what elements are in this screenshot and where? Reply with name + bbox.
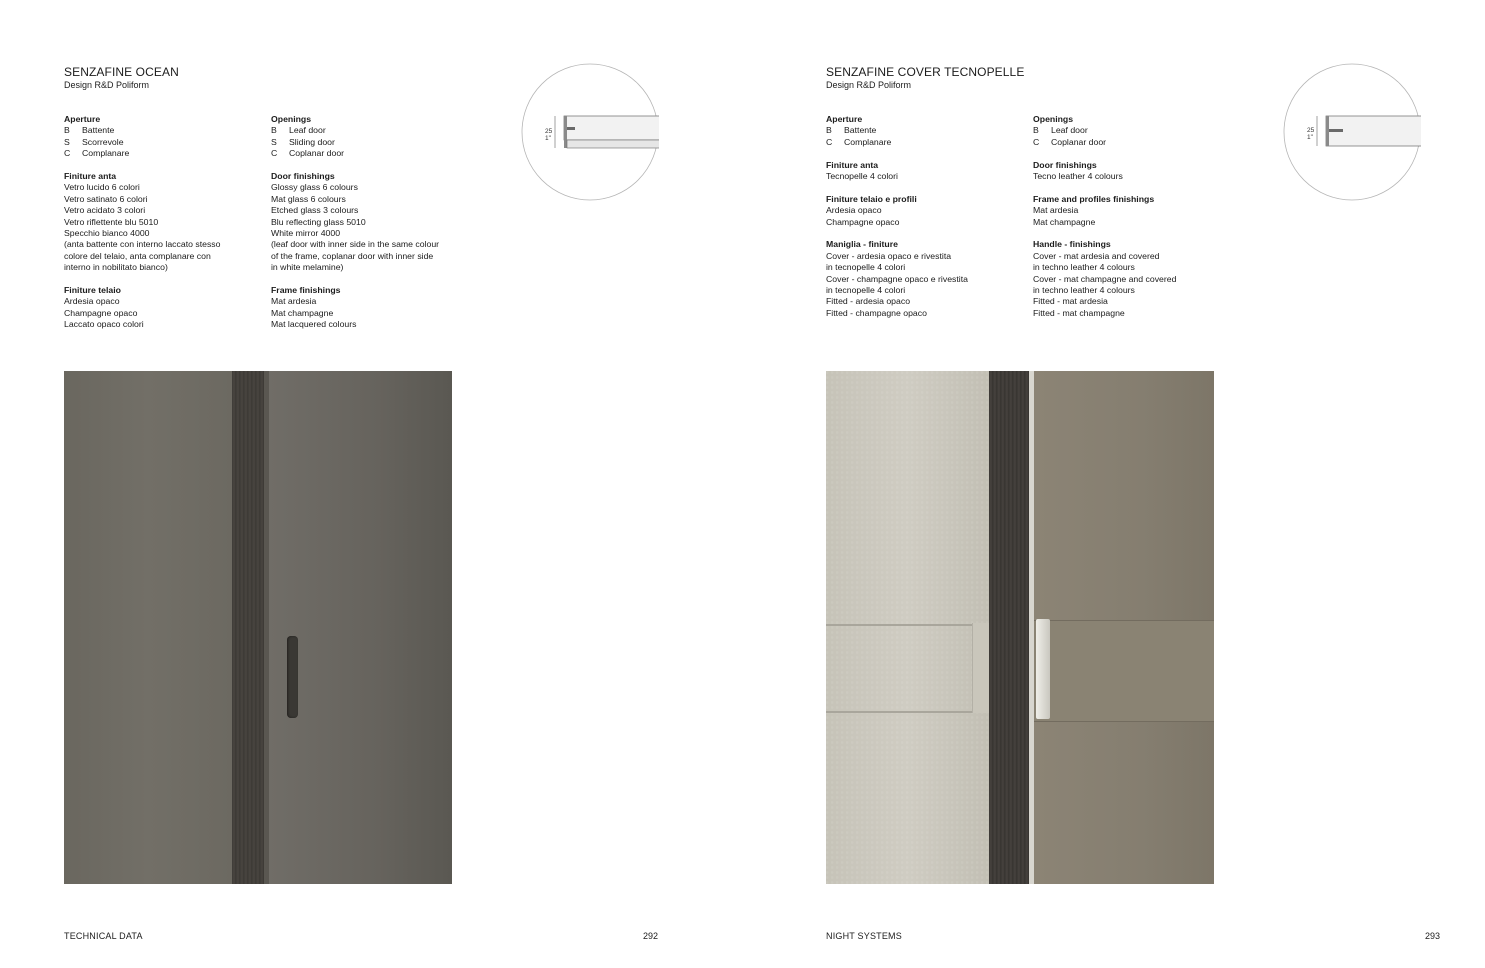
spec-line: Vetro acidato 3 colori xyxy=(64,205,146,216)
spec-line: of the frame, coplanar door with inner side xyxy=(271,250,434,261)
spec-line: Mat lacquered colours xyxy=(271,319,357,330)
section-heading: Finiture anta xyxy=(64,171,117,182)
spec-section-openings xyxy=(64,114,264,160)
spec-line: Etched glass 3 colours xyxy=(271,205,359,216)
opening-label: Leaf door xyxy=(1051,125,1088,136)
section-heading: Door finishings xyxy=(271,171,335,182)
profile-lip xyxy=(1329,129,1343,132)
spec-line: Ardesia opaco xyxy=(826,205,882,216)
section-heading: Aperture xyxy=(64,114,101,124)
section-heading: Frame and profiles finishings xyxy=(1033,193,1155,204)
section-heading: Finiture anta xyxy=(826,159,879,170)
section-footer-label: TECHNICAL DATA xyxy=(64,931,143,941)
profile-section-diagram xyxy=(1283,63,1421,201)
spec-line: in techno leather 4 colours xyxy=(1033,262,1135,273)
page-number: 293 xyxy=(1424,931,1440,941)
section-heading: Maniglia - finiture xyxy=(826,239,898,250)
spec-line: in tecnopelle 4 colori xyxy=(826,262,906,273)
right-page xyxy=(762,0,1485,968)
door-frame xyxy=(232,371,266,884)
opening-item xyxy=(1033,125,1233,136)
opening-label: Coplanar door xyxy=(1051,136,1107,147)
opening-code: S xyxy=(64,136,70,147)
spec-line: Champagne opaco xyxy=(64,307,138,318)
opening-label: Complanare xyxy=(844,136,892,147)
spec-section-frame-finishes xyxy=(64,285,264,331)
spec-line: (leaf door with inner side in the same colour xyxy=(271,239,440,250)
spec-line: Glossy glass 6 colours xyxy=(271,182,358,193)
spec-section-openings xyxy=(826,114,1026,148)
spec-section-frame-finishes xyxy=(271,285,471,331)
dimension-inch: 1" xyxy=(545,135,551,142)
opening-item xyxy=(271,125,471,136)
spec-line: Vetro riflettente blu 5010 xyxy=(64,216,159,227)
spec-line: in tecnopelle 4 colori xyxy=(826,285,906,296)
dimension-mm: 25 xyxy=(545,128,553,135)
opening-code: S xyxy=(271,136,277,147)
opening-code: B xyxy=(271,125,277,136)
spec-line: interno in nobilitato bianco) xyxy=(64,262,168,273)
spec-line: Cover - champagne opaco e rivestita xyxy=(826,273,968,284)
opening-item xyxy=(1033,137,1233,148)
product-title: SENZAFINE COVER TECNOPELLE xyxy=(826,65,1025,79)
opening-label: Scorrevole xyxy=(82,136,124,147)
spec-line: colore del telaio, anta complanare con xyxy=(64,250,211,261)
spec-section-handle-finishes xyxy=(826,239,1026,319)
spec-line: Mat glass 6 colours xyxy=(271,193,346,204)
spec-line: Cover - mat champagne and covered xyxy=(1033,273,1177,284)
leather-band xyxy=(1034,620,1214,722)
opening-item xyxy=(271,148,471,159)
product-designer: Design R&D Poliform xyxy=(826,80,912,90)
opening-code: C xyxy=(826,136,833,147)
door-photo-tecnopelle xyxy=(826,371,1214,884)
spec-line: Mat ardesia xyxy=(1033,205,1079,216)
panel-seam xyxy=(826,624,989,626)
section-heading: Door finishings xyxy=(1033,159,1097,170)
opening-code: C xyxy=(271,148,278,159)
profile-lip xyxy=(567,127,575,130)
page-number: 292 xyxy=(642,931,658,941)
section-heading: Aperture xyxy=(826,114,863,124)
spec-column-italian xyxy=(826,114,1026,331)
opening-label: Coplanar door xyxy=(289,148,345,159)
adjacent-panel xyxy=(64,371,232,884)
spec-line: Tecnopelle 4 colori xyxy=(826,171,898,182)
profile-base xyxy=(567,140,659,148)
profile-panel xyxy=(564,116,659,140)
spec-line: Tecno leather 4 colours xyxy=(1033,171,1123,182)
spec-line: Ardesia opaco xyxy=(64,296,120,307)
opening-code: C xyxy=(64,148,71,159)
door-photo-ocean xyxy=(64,371,452,884)
profile-section-diagram xyxy=(521,63,659,201)
opening-code: B xyxy=(64,125,70,136)
spec-line: Specchio bianco 4000 xyxy=(64,228,150,239)
door-handle xyxy=(287,636,298,718)
spec-line: Mat ardesia xyxy=(271,296,317,307)
spec-line: Vetro lucido 6 colori xyxy=(64,182,140,193)
spec-line: (anta battente con interno laccato stesso xyxy=(64,239,221,250)
opening-item xyxy=(271,137,471,148)
spec-line: Champagne opaco xyxy=(826,216,900,227)
opening-code: C xyxy=(1033,136,1040,147)
spec-section-openings xyxy=(271,114,471,160)
door-handle xyxy=(1036,619,1050,719)
spec-line: Blu reflecting glass 5010 xyxy=(271,216,366,227)
spec-line: Laccato opaco colori xyxy=(64,319,144,330)
opening-item xyxy=(826,137,1026,148)
spec-line: Fitted - ardesia opaco xyxy=(826,296,911,307)
spec-line: Cover - ardesia opaco e rivestita xyxy=(826,250,952,261)
spec-line: in white melamine) xyxy=(271,262,344,273)
spec-section-frame-finishes xyxy=(1033,194,1233,228)
opening-code: B xyxy=(1033,125,1039,136)
spec-line: Cover - mat ardesia and covered xyxy=(1033,250,1160,261)
spec-line: Fitted - mat champagne xyxy=(1033,307,1125,318)
spec-section-door-finishes xyxy=(826,160,1026,183)
profile-frame xyxy=(564,116,567,148)
section-footer-label: NIGHT SYSTEMS xyxy=(826,931,902,941)
opening-item xyxy=(64,148,264,159)
spec-section-door-finishes xyxy=(1033,160,1233,183)
opening-label: Sliding door xyxy=(289,136,335,147)
spec-column-english xyxy=(271,114,471,342)
door-leaf xyxy=(269,371,452,884)
spec-line: Vetro satinato 6 colori xyxy=(64,193,148,204)
adjacent-panel xyxy=(826,371,989,884)
product-designer: Design R&D Poliform xyxy=(64,80,150,90)
dimension-inch: 1" xyxy=(1307,134,1313,141)
spec-line: Fitted - champagne opaco xyxy=(826,307,927,318)
spec-section-frame-finishes xyxy=(826,194,1026,228)
profile-frame xyxy=(1326,116,1329,146)
section-heading: Finiture telaio e profili xyxy=(826,193,917,204)
spec-line: White mirror 4000 xyxy=(271,228,341,239)
section-heading: Openings xyxy=(271,114,312,124)
left-page xyxy=(0,0,742,968)
dimension-mm: 25 xyxy=(1307,127,1315,134)
door-frame xyxy=(989,371,1029,884)
panel-block xyxy=(972,623,990,713)
opening-item xyxy=(64,137,264,148)
spec-section-door-finishes xyxy=(271,171,471,274)
section-heading: Openings xyxy=(1033,114,1074,124)
panel-seam xyxy=(826,711,989,713)
spec-section-handle-finishes xyxy=(1033,239,1233,319)
opening-item xyxy=(64,125,264,136)
spec-section-openings xyxy=(1033,114,1233,148)
section-heading: Finiture telaio xyxy=(64,285,121,296)
section-heading: Frame finishings xyxy=(271,285,341,296)
spec-line: Mat champagne xyxy=(271,307,334,318)
opening-label: Leaf door xyxy=(289,125,326,136)
spec-line: Mat champagne xyxy=(1033,216,1096,227)
product-title: SENZAFINE OCEAN xyxy=(64,65,179,79)
opening-label: Battente xyxy=(82,125,115,136)
spec-line: Fitted - mat ardesia xyxy=(1033,296,1108,307)
section-heading: Handle - finishings xyxy=(1033,239,1111,250)
spec-section-door-finishes xyxy=(64,171,264,274)
spec-column-italian xyxy=(64,114,264,342)
spec-line: in techno leather 4 colours xyxy=(1033,285,1135,296)
spec-column-english xyxy=(1033,114,1233,331)
opening-label: Complanare xyxy=(82,148,130,159)
opening-code: B xyxy=(826,125,832,136)
opening-item xyxy=(826,125,1026,136)
opening-label: Battente xyxy=(844,125,877,136)
